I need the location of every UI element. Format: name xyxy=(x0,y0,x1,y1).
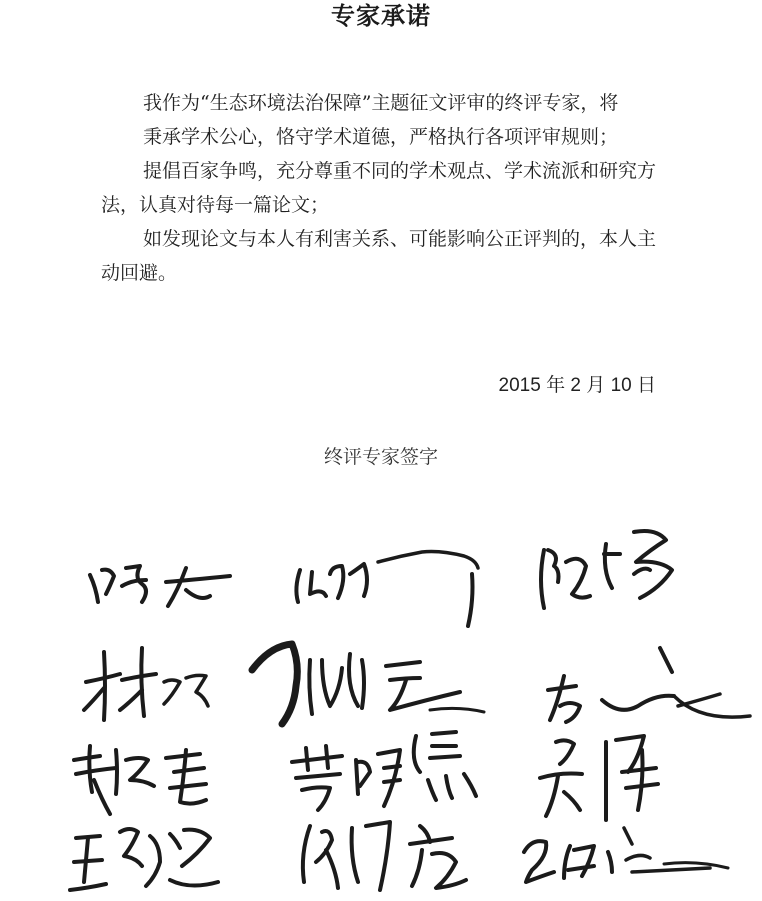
date-day: 10 xyxy=(610,375,632,396)
date-month-unit: 月 xyxy=(586,374,606,396)
signature-11 xyxy=(303,822,466,890)
document-date xyxy=(499,368,656,403)
signature-area xyxy=(60,510,760,897)
signature-caption: 终评专家签字 xyxy=(323,446,438,468)
signature-4 xyxy=(84,648,208,720)
date-month: 2 xyxy=(570,375,581,396)
signature-5 xyxy=(252,644,484,724)
date-year-unit: 年 xyxy=(546,374,566,396)
signature-8 xyxy=(292,732,476,810)
document-title: 专家承诺 xyxy=(331,1,431,30)
signature-3 xyxy=(541,531,672,608)
paragraph-intro: 我作为“生态环境法治保障”主题征文评审的终评专家，将 xyxy=(143,92,619,114)
signature-7 xyxy=(74,746,206,814)
paragraph-recuse: 如发现论文与本人有利害关系、可能影响公正评判的，本人主动回避。 xyxy=(101,228,657,284)
signature-12 xyxy=(524,828,728,882)
signature-6 xyxy=(548,648,750,722)
paragraph-advocate: 提倡百家争鸣，充分尊重不同的学术观点、学术流派和研究方法，认真对待每一篇论文； xyxy=(101,160,657,216)
handwritten-signatures xyxy=(60,510,760,897)
signature-2 xyxy=(296,552,478,627)
commitment-text xyxy=(101,86,661,290)
date-day-unit: 日 xyxy=(636,374,656,396)
signature-1 xyxy=(90,566,230,606)
signature-9 xyxy=(540,736,658,820)
date-year: 2015 xyxy=(498,375,541,396)
signature-10 xyxy=(70,829,218,890)
paragraph-uphold: 秉承学术公心，恪守学术道德，严格执行各项评审规则； xyxy=(143,126,619,148)
